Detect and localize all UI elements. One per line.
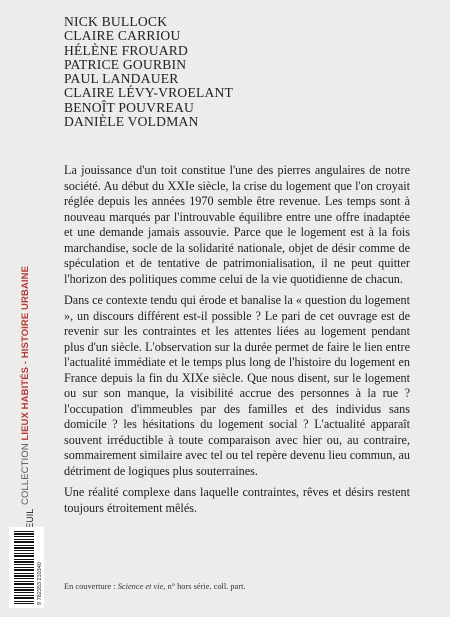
barcode — [9, 527, 44, 608]
collection-name: LIEUX HABITÉS - HISTOIRE URBAINE — [20, 265, 31, 441]
blurb-paragraph: Dans ce contexte tendu qui érode et banalise la « question du logement », un discours différent est-il possible ? Le pari de cet ouvrage est de revenir sur les contraintes et les attentes liées au logement pendant plus d'un siècle. L'observation sur la durée permet de faire le lien entre l'actualité immédiate et le temps plus long de l'histoire du logement en France depuis la fin du XIXe siècle. Que nous disent, sur le logement ou sur son manque, la visibilité accrue des personnes à la rue ? l'occupation d'immeubles par des familles et des individus sans domicile ? les hésitations du logement social ? L'actualité apparaît souvent irréductible à toute comparaison avec hier ou, au contraire, sommairement similaire avec tel ou tel repère devenu lieu commun, au détriment de logiques plus souterraines. — [64, 293, 410, 478]
collection-label — [20, 266, 31, 505]
author-name: BENOÎT POUVREAU — [64, 99, 195, 115]
credit-suffix: , n° hors série. coll. part. — [163, 582, 246, 591]
author-name: PATRICE GOURBIN — [64, 56, 187, 72]
credit-title: Science et vie — [117, 582, 164, 591]
author-name: HÉLÈNE FROUARD — [64, 42, 189, 58]
back-cover-blurb — [64, 163, 410, 522]
author-name: DANIÈLE VOLDMAN — [64, 114, 199, 130]
author-name: CLAIRE LÉVY-VROELANT — [64, 85, 233, 101]
author-list — [64, 15, 233, 129]
author-name: PAUL LANDAUER — [64, 71, 179, 87]
author-name: CLAIRE CARRIOU — [64, 28, 181, 44]
barcode-bars — [14, 531, 34, 604]
author-name: NICK BULLOCK — [64, 14, 168, 29]
collection-prefix: COLLECTION — [20, 443, 31, 505]
blurb-paragraph: Une réalité complexe dans laquelle contraintes, rêves et désirs restent toujours étroitement mêlés. — [64, 485, 410, 515]
credit-prefix: En couverture : — [64, 582, 118, 591]
cover-credit — [64, 582, 246, 591]
isbn-number: 9 782353 210340 — [37, 562, 43, 605]
blurb-paragraph: La jouissance d'un toit constitue l'une des pierres angulaires de notre société. Au début du XXIe siècle, la crise du logement que l'on croyait réglée depuis les années 1970 semble être revenue. Les temps sont à nouveau marqués par l'introuvable équilibre entre une offre inadaptée et une demande jamais assouvie. Parce que le logement est à la fois marchandise, socle de la solidarité nationale, objet de désir comme de spéculation et de tentative de patrimonialisation, il ne peut quitter l'horizon des politiques comme celui de la vie quotidienne de chacun. — [64, 163, 410, 286]
